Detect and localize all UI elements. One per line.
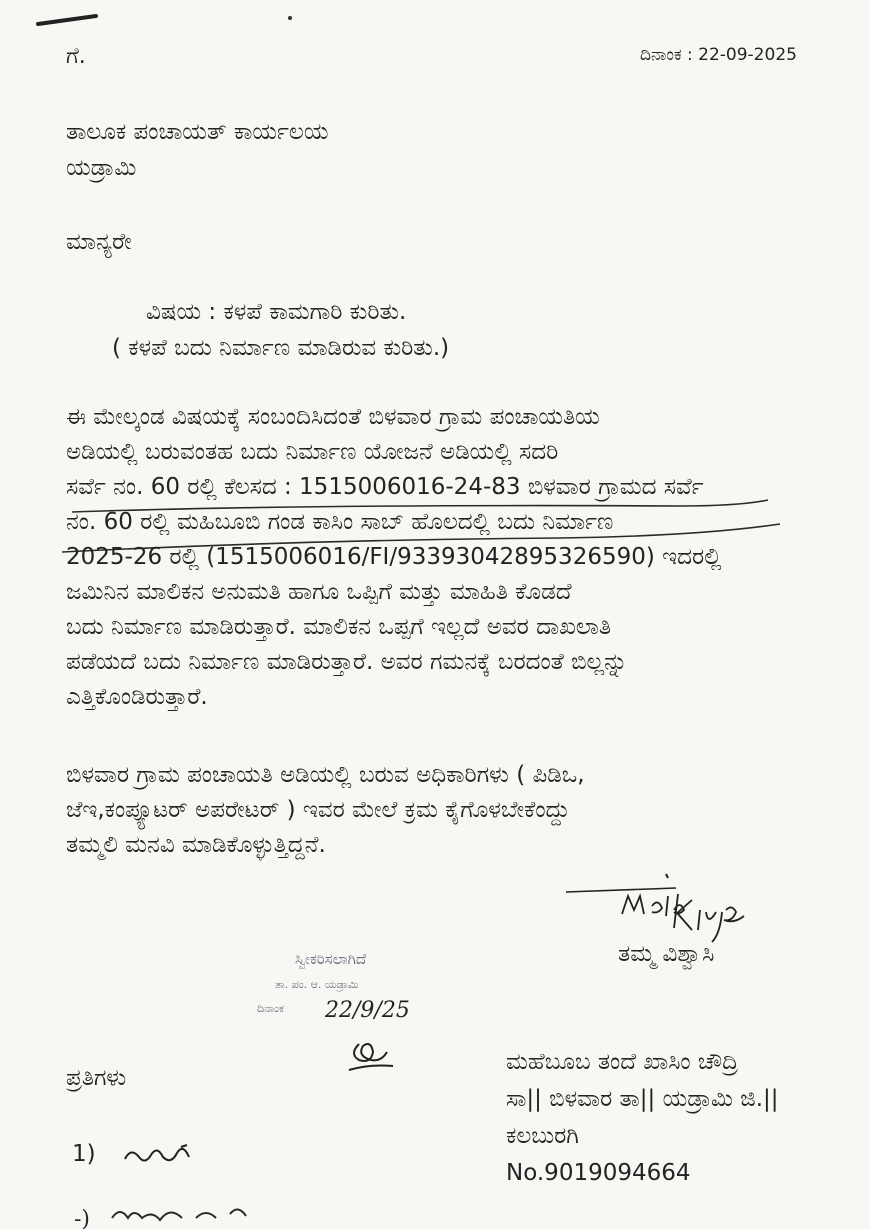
body-paragraph-1 — [66, 400, 722, 715]
stamp-office: ತಾ. ಪಂ. ಆ. ಯಡ್ರಾಮಿ — [275, 978, 359, 991]
paragraph-line: ನಂ. 60 ರಲ್ಲಿ ಮಹಿಬೂಬಿ ಗಂಡ ಕಾಸಿಂ ಸಾಬ್ ಹೊಲದಲ್ಲಿ ಬದು ನಿರ್ಮಾಣ — [66, 509, 614, 535]
sender-place: ಸಾ|| ಬಿಳವಾರ ತಾ|| ಯಡ್ರಾಮಿ ಜಿ.|| — [506, 1086, 779, 1112]
paragraph-line: ಜೆಇ,ಕಂಪ್ಯೂಟರ್ ಅಪರೇಟರ್ ) ಇವರ ಮೇಲೆ ಕ್ರಮ ಕೈಗೊಳಬೇಕೆಂದ್ದು — [66, 797, 570, 823]
paragraph-line: 2025-26 ರಲ್ಲಿ (1515006016/FI/93393042895326590) ಇದರಲ್ಲಿ — [66, 544, 722, 570]
subject-detail: ( ಕಳಪೆ ಬದು ನಿರ್ಮಾಣ ಮಾಡಿರುವ ಕುರಿತು.) — [112, 335, 450, 361]
copy-item-number: 1) — [72, 1141, 96, 1167]
copy-item-scribble — [121, 1143, 211, 1167]
address-line-2: ಯಡ್ರಾಮಿ — [66, 155, 137, 181]
body-paragraph-2 — [66, 758, 585, 863]
paragraph-line: ಜಮಿನಿನ ಮಾಲಿಕನ ಅನುಮತಿ ಹಾಗೂ ಒಪ್ಪಿಗೆ ಮತ್ತು ಮಾಹಿತಿ ಕೊಡದೆ — [66, 579, 572, 605]
stamp-date-value: 22/9/25 — [325, 998, 410, 1023]
sender-name: ಮಹೆಬೂಬ ತಂದೆ ಖಾಸಿಂ ಚೌದ್ರಿ — [506, 1049, 739, 1075]
paragraph-line: ಈ ಮೇಲ್ಕಂಡ ವಿಷಯಕ್ಕೆ ಸಂಬಂದಿಸಿದಂತೆ ಬಿಳವಾರ ಗ್ರಾಮ ಪಂಚಾಯತಿಯ — [66, 404, 600, 430]
stamp-date-label: ದಿನಾಂಕ — [257, 1002, 284, 1015]
paragraph-line: ಸರ್ವೆ ನಂ. 60 ರಲ್ಲಿ ಕೆಲಸದ : 1515006016-24-83 ಬಿಳವಾರ ಗ್ರಾಮದ ಸರ್ವೆ — [66, 474, 704, 500]
stamp-title: ಸ್ವೀಕರಿಸಲಾಗಿದೆ — [295, 950, 367, 968]
paragraph-line: ಅಡಿಯಲ್ಲಿ ಬರುವಂತಹ ಬದು ನಿರ್ಮಾಣ ಯೋಜನೆ ಅಡಿಯಲ್ಲಿ ಸದರಿ — [66, 439, 559, 465]
closing-phrase: ತಮ್ಮ ವಿಶ್ವಾಸಿ — [618, 941, 715, 967]
stamp-initials — [345, 1034, 405, 1078]
sender-phone: No.9019094664 — [506, 1160, 691, 1186]
svg-text:-): -) — [74, 1207, 91, 1229]
paragraph-line: ಬಿಳವಾರ ಗ್ರಾಮ ಪಂಚಾಯತಿ ಅಡಿಯಲ್ಲಿ ಬರುವ ಅಧಿಕಾರಿಗಳು ( ಪಿಡಿಒ, — [66, 762, 585, 788]
recipient-prefix: ಗೆ. — [66, 44, 86, 69]
paragraph-line: ಬದು ನಿರ್ಮಾಣ ಮಾಡಿರುತ್ತಾರೆ. ಮಾಲಿಕನ ಒಪ್ಪಗೆ ಇಲ್ಲದೆ ಅವರ ದಾಖಲಾತಿ — [66, 614, 612, 640]
paragraph-line: ಪಡೆಯದೆ ಬದು ನಿರ್ಮಾಣ ಮಾಡಿರುತ್ತಾರೆ. ಅವರ ಗಮನಕ್ಕೆ ಬರದಂತೆ ಬಿಲ್ಲನ್ನು — [66, 649, 628, 675]
salutation: ಮಾನ್ಯರೇ — [66, 229, 132, 255]
sender-block — [506, 1044, 779, 1192]
copy-item-1 — [72, 1140, 211, 1169]
paragraph-line: ಎತ್ತಿಕೊಂಡಿರುತ್ತಾರೆ. — [66, 684, 208, 710]
letter-date: ದಿನಾಂಕ : 22-09-2025 — [640, 45, 797, 65]
paragraph-line: ತಮ್ಮಲಿ ಮನವಿ ಮಾಡಿಕೊಳ್ಳುತ್ತಿದ್ದನೆ. — [66, 832, 326, 858]
copies-label: ಪ್ರತಿಗಳು — [66, 1065, 127, 1091]
received-stamp — [255, 938, 465, 1048]
sender-district: ಕಲಬುರಗಿ — [506, 1123, 579, 1149]
address-line-1: ತಾಲೂಕ ಪಂಚಾಯತ್ ಕಾರ್ಯಲಯ — [66, 119, 329, 145]
subject-line: ವಿಷಯ : ಕಳಪೆ ಕಾಮಗಾರಿ ಕುರಿತು. — [146, 299, 407, 325]
